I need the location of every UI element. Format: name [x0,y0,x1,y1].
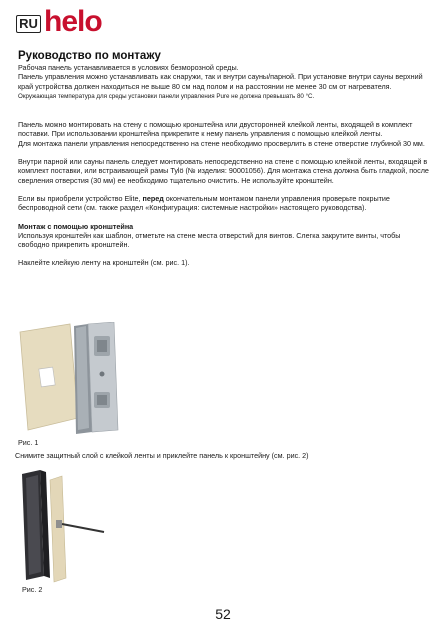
page-number: 52 [215,606,231,622]
intro-paragraph-1: Рабочая панель устанавливается в условиях безморозной среды. [18,63,239,72]
figure-2-illustration [18,466,118,584]
intro-paragraph-2 [18,72,430,101]
figure-2-caption: Рис. 2 [22,585,43,594]
intro-small-text: Окружающая температура для среды установки панели управления Pure не должна превышать 80 °C. [18,92,315,100]
peel-tape-instruction: Снимите защитный слой с клейкой ленты и приклейте панель к кронштейну (см. рис. 2) [15,451,309,460]
elite-text-before: Если вы приобрели устройство Elite, [18,193,143,203]
intro-text: Панель управления можно устанавливать как снаружи, так и внутри сауны/парной. При установке внутри сауны верхний край устройства должен находиться не выше 80 см над полом и на расстоянии не менее 30 см от нагревателя. [18,72,423,91]
drill-paragraph: Для монтажа панели управления непосредственно на стене необходимо просверлить в стене отверстие глубиной 30 мм. [18,138,425,148]
language-badge: RU [16,15,41,33]
inside-sauna-paragraph: Внутри парной или сауны панель следует монтировать непосредственно на стене с помощью клейкой ленты, входящей в комплект поставки, или встраивающей рамы Tylö (№ изделия: 90001056). Для монтажа стена должна быть гладкой, после сверления отверстия (30 мм) ее необходимо тщательно очистить. Не используйте кронштейн. [18,157,429,185]
figure-1-illustration [18,322,228,437]
header [16,7,102,37]
wall-mount-paragraph: Панель можно монтировать на стену с помощью кронштейна или двусторонней клейкой ленты, входящей в комплект поставки. При использовании кронштейна прикрепите к нему панель управления с помощью клейкой ленты. [18,120,413,139]
bracket-paragraph: Используя кронштейн как шаблон, отметьте на стене места отверстий для винтов. Слегка закрутите винты, чтобы свободно прикрепить кронштейн. [18,230,401,250]
figure-1-caption: Рис. 1 [18,438,39,447]
brand-logo: helo [44,5,102,38]
page-title: Руководство по монтажу [18,50,161,62]
bracket-heading: Монтаж с помощью кронштейна [18,221,134,231]
document-body [18,50,430,268]
elite-bold-text: перед [142,193,164,203]
elite-text-after: окончательным монтажом панели управления проверьте покрытие беспроводной сети (см. также раздел «Конфигурация: системные настройки» настоящего руководства). [18,193,390,213]
elite-paragraph [18,194,430,213]
tape-instruction: Наклейте клейкую ленту на кронштейн (см. рис. 1). [18,258,190,268]
